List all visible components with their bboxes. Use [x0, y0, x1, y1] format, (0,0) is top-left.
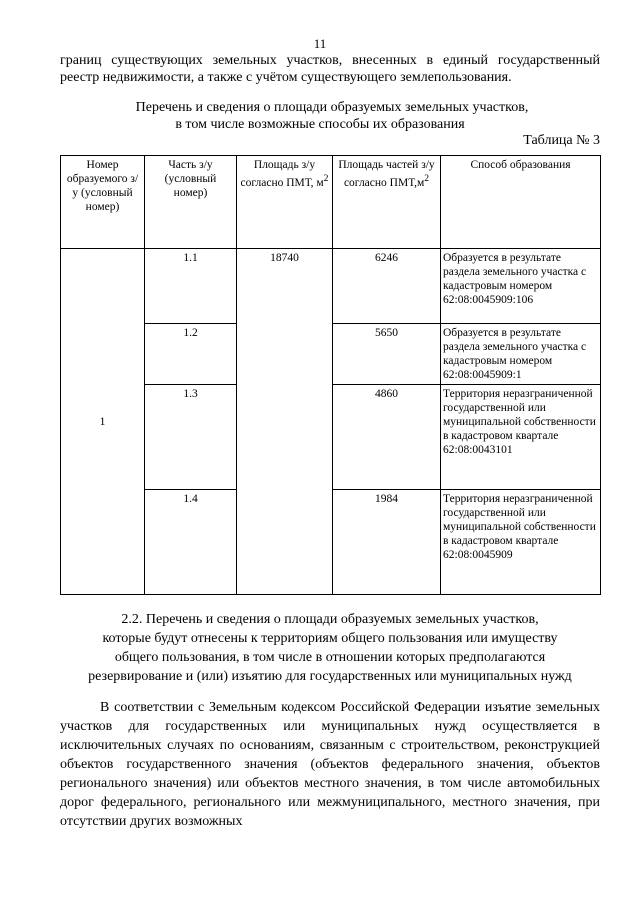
intro-line-1: границ существующих земельных участков, внесенных в единый государственный — [60, 53, 600, 68]
table-heading-line-1: Перечень и сведения о площади образуемых земельных участков, — [135, 100, 529, 115]
intro-line-2: реестр недвижимости, а также с учётом существующего землепользования. — [60, 70, 512, 85]
table-row — [61, 249, 601, 324]
part-area-cell: 4860 — [333, 385, 441, 490]
part-cell: 1.1 — [145, 249, 237, 324]
body-paragraph — [60, 698, 600, 831]
table-header-row — [61, 156, 601, 249]
table-label: Таблица № 3 — [523, 133, 600, 148]
intro-paragraph — [60, 52, 600, 86]
header-plot-area — [237, 156, 333, 249]
method-cell: Образуется в результате раздела земельного участка с кадастровым номером 62:08:0045909:106 — [441, 249, 601, 324]
page-number: 11 — [313, 36, 327, 51]
method-cell: Образуется в результате раздела земельного участка с кадастровым номером 62:08:0045909:1 — [441, 324, 601, 385]
header-part-number: Часть з/у (условный номер) — [145, 156, 237, 249]
part-cell: 1.3 — [145, 385, 237, 490]
method-cell: Территория неразграниченной государственной или муниципальной собственности в кадастровом квартале 62:08:0043101 — [441, 385, 601, 490]
section-heading-line-2: которые будут отнесены к территориям общего пользования или имуществу — [102, 631, 558, 646]
plot-number-cell: 1 — [61, 249, 145, 595]
plot-area-cell: 18740 — [237, 249, 333, 595]
header-parts-area-text: Площадь частей з/у согласно ПМТ,м — [338, 159, 435, 189]
part-cell: 1.4 — [145, 490, 237, 595]
part-area-cell: 1984 — [333, 490, 441, 595]
part-cell: 1.2 — [145, 324, 237, 385]
part-area-cell: 6246 — [333, 249, 441, 324]
body-text: В соответствии с Земельным кодексом Российской Федерации изъятие земельных участков для государственных или муниципальных нужд осуществляется в исключительных случаях по основаниям, связанным с строительством, реконструкцией объектов государственного значения (объектов федерального значения, объектов регионального значения) или объектов местного значения, в том числе автомобильных дорог федерального, регионального или межмуниципального, местного значения, при отсутствии других возможных — [60, 700, 600, 829]
land-plots-table — [60, 155, 601, 595]
header-parts-area-sup: 2 — [424, 173, 430, 184]
section-heading — [60, 610, 600, 686]
method-cell: Территория неразграниченной государственной или муниципальной собственности в кадастровом квартале 62:08:0045909 — [441, 490, 601, 595]
header-plot-area-text: Площадь з/у согласно ПМТ, м — [240, 159, 324, 189]
part-area-cell: 5650 — [333, 324, 441, 385]
section-heading-line-1: 2.2. Перечень и сведения о площади образуемых земельных участков, — [121, 612, 539, 627]
header-plot-number: Номер образуемого з/у (условный номер) — [61, 156, 145, 249]
header-plot-area-sup: 2 — [323, 173, 329, 184]
header-method: Способ образования — [441, 156, 601, 249]
header-parts-area — [333, 156, 441, 249]
section-heading-line-3: общего пользования, в том числе в отношении которых предполагаются — [114, 650, 546, 665]
table-heading-line-2: в том числе возможные способы их образования — [175, 117, 465, 132]
section-heading-line-4: резервирование и (или) изъятию для государственных или муниципальных нужд — [88, 669, 572, 684]
table-heading — [0, 99, 640, 133]
